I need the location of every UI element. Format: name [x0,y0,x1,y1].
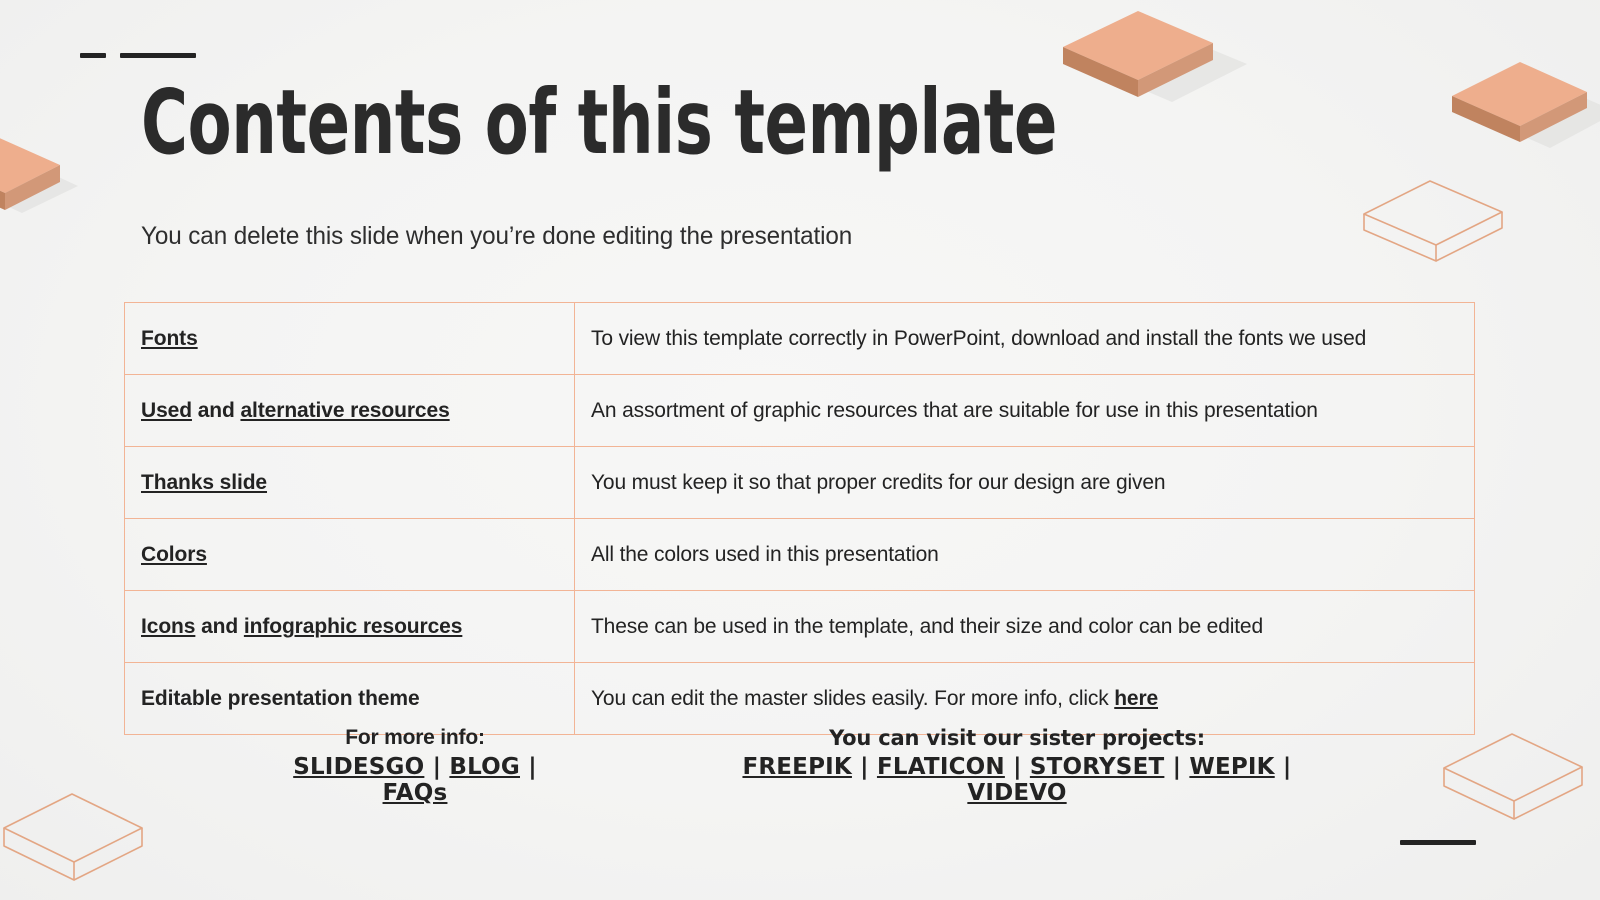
page-subtitle: You can delete this slide when you’re done editing the presentation [141,222,853,250]
table-row [125,375,1475,447]
contents-table [124,302,1475,735]
table-cell-label [125,663,575,735]
table-cell-description [575,447,1475,519]
table-cell-description [575,375,1475,447]
footer-sister-projects-heading: You can visit our sister projects: [829,726,1205,750]
table-label-content [141,325,558,352]
table-description-content [591,541,1458,569]
table-label-content [141,685,558,712]
footer-more-info-links [275,754,555,806]
footer-sister-projects-links [722,754,1312,806]
table-label-link[interactable]: infographic resources [243,614,463,638]
table-label-content [141,469,558,496]
table-row [125,447,1475,519]
footer-sister-projects-link-wepik[interactable]: WEPIK [1189,754,1275,780]
footer-more-info-heading: For more info: [345,726,485,749]
footer-more-info-link-faqs[interactable]: FAQs [382,780,448,806]
table-label-content [141,541,558,568]
table-cell-label [125,591,575,663]
page-title: Contents of this template [141,70,1058,174]
table-description-text: These can be used in the template, and their size and color can be edited [591,614,1263,638]
table-description-content [591,325,1458,353]
table-cell-description [575,303,1475,375]
footer-sister-projects-separator: | [1274,754,1292,780]
footer-more-info-separator: | [424,754,450,780]
table-label-text: and [191,398,241,422]
footer-more-info-link-slidesgo[interactable]: SLIDESGO [293,754,425,780]
table-cell-label [125,303,575,375]
table-description-text: All the colors used in this presentation [591,542,939,566]
contents-table-wrapper [124,302,1474,735]
footer-sister-projects [722,726,1312,806]
footer-sister-projects-separator: | [851,754,877,780]
table-row [125,303,1475,375]
table-cell-label [125,375,575,447]
table-cell-description [575,663,1475,735]
table-description-content [591,469,1458,497]
table-description-text: You can edit the master slides easily. For more info, click [591,686,1115,710]
table-cell-label [125,447,575,519]
footer-more-info-separator: | [520,754,537,780]
table-label-link[interactable]: Icons [141,614,196,638]
table-description-text: You must keep it so that proper credits for our design are given [591,470,1166,494]
table-label-link[interactable]: alternative resources [240,398,450,422]
table-row [125,591,1475,663]
table-description-content [591,685,1458,713]
table-label-link[interactable]: Thanks slide [141,470,268,494]
table-cell-description [575,519,1475,591]
table-row [125,663,1475,735]
footer-sister-projects-separator: | [1164,754,1190,780]
footer-sister-projects-link-flaticon[interactable]: FLATICON [876,754,1005,780]
table-label-content [141,397,558,424]
table-label-link[interactable]: Used [141,398,192,422]
table-description-content [591,613,1458,641]
table-description-text: To view this template correctly in PowerPoint, download and install the fonts we used [591,326,1367,350]
footer-sister-projects-link-videvo[interactable]: VIDEVO [967,780,1067,806]
table-row [125,519,1475,591]
footer-sister-projects-link-storyset[interactable]: STORYSET [1029,754,1165,780]
table-description-content [591,397,1458,425]
table-description-link[interactable]: here [1114,686,1158,710]
table-label-text: Editable presentation theme [141,686,420,710]
footer-sister-projects-separator: | [1004,754,1030,780]
table-label-content [141,613,558,640]
contents-table-body [125,303,1475,735]
table-cell-label [125,519,575,591]
table-label-link[interactable]: Fonts [141,326,198,350]
footer-more-info [275,726,555,806]
table-description-text: An assortment of graphic resources that are suitable for use in this presentation [591,398,1318,422]
footer-more-info-link-blog[interactable]: BLOG [449,754,520,780]
table-label-text: and [195,614,244,638]
table-label-link[interactable]: Colors [141,542,207,566]
footer-sister-projects-link-freepik[interactable]: FREEPIK [742,754,852,780]
table-cell-description [575,591,1475,663]
